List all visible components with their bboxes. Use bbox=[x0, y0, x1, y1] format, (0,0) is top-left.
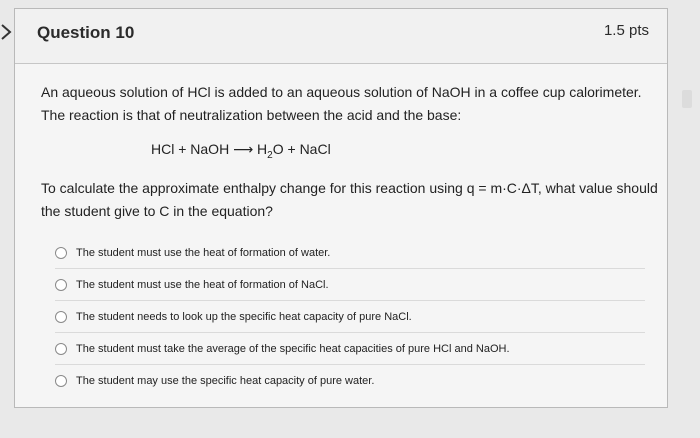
answer-option-label: The student needs to look up the specific heat capacity of pure NaCl. bbox=[76, 310, 412, 323]
answer-options bbox=[55, 237, 645, 396]
answer-option[interactable] bbox=[55, 332, 645, 364]
answer-option-label: The student must use the heat of formation of water. bbox=[76, 246, 331, 259]
question-card bbox=[14, 8, 668, 408]
question-paragraph-2: To calculate the approximate enthalpy change for this reaction using q = m·C·ΔT, what value should the student give to C in the equation? bbox=[41, 179, 658, 219]
question-paragraph-1: An aqueous solution of HCl is added to an aqueous solution of NaOH in a coffee cup calorimeter. The reaction is that of neutralization between the acid and the base: bbox=[41, 84, 642, 123]
radio-button[interactable] bbox=[55, 247, 67, 259]
answer-option[interactable] bbox=[55, 300, 645, 332]
answer-option-label: The student must use the heat of formation of NaCl. bbox=[76, 278, 329, 291]
chevron-right-icon[interactable] bbox=[0, 22, 14, 42]
equation-subscript: 2 bbox=[267, 149, 273, 161]
radio-button[interactable] bbox=[55, 375, 67, 387]
answer-option[interactable] bbox=[55, 237, 645, 268]
question-points: 1.5 pts bbox=[603, 22, 649, 39]
question-header bbox=[15, 9, 667, 64]
radio-button[interactable] bbox=[55, 343, 67, 355]
scrollbar-mark bbox=[682, 90, 692, 108]
reaction-equation bbox=[151, 139, 661, 166]
answer-option[interactable] bbox=[55, 268, 645, 300]
equation-left: HCl + NaOH ⟶ H bbox=[151, 141, 268, 157]
equation-right: O + NaCl bbox=[272, 141, 331, 157]
radio-button[interactable] bbox=[55, 279, 67, 291]
radio-button[interactable] bbox=[55, 311, 67, 323]
question-body bbox=[41, 81, 661, 223]
answer-option[interactable] bbox=[55, 364, 645, 396]
answer-option-label: The student must take the average of the specific heat capacities of pure HCl and NaOH. bbox=[76, 342, 510, 355]
answer-option-label: The student may use the specific heat capacity of pure water. bbox=[76, 374, 375, 387]
question-title: Question 10 bbox=[37, 23, 135, 42]
